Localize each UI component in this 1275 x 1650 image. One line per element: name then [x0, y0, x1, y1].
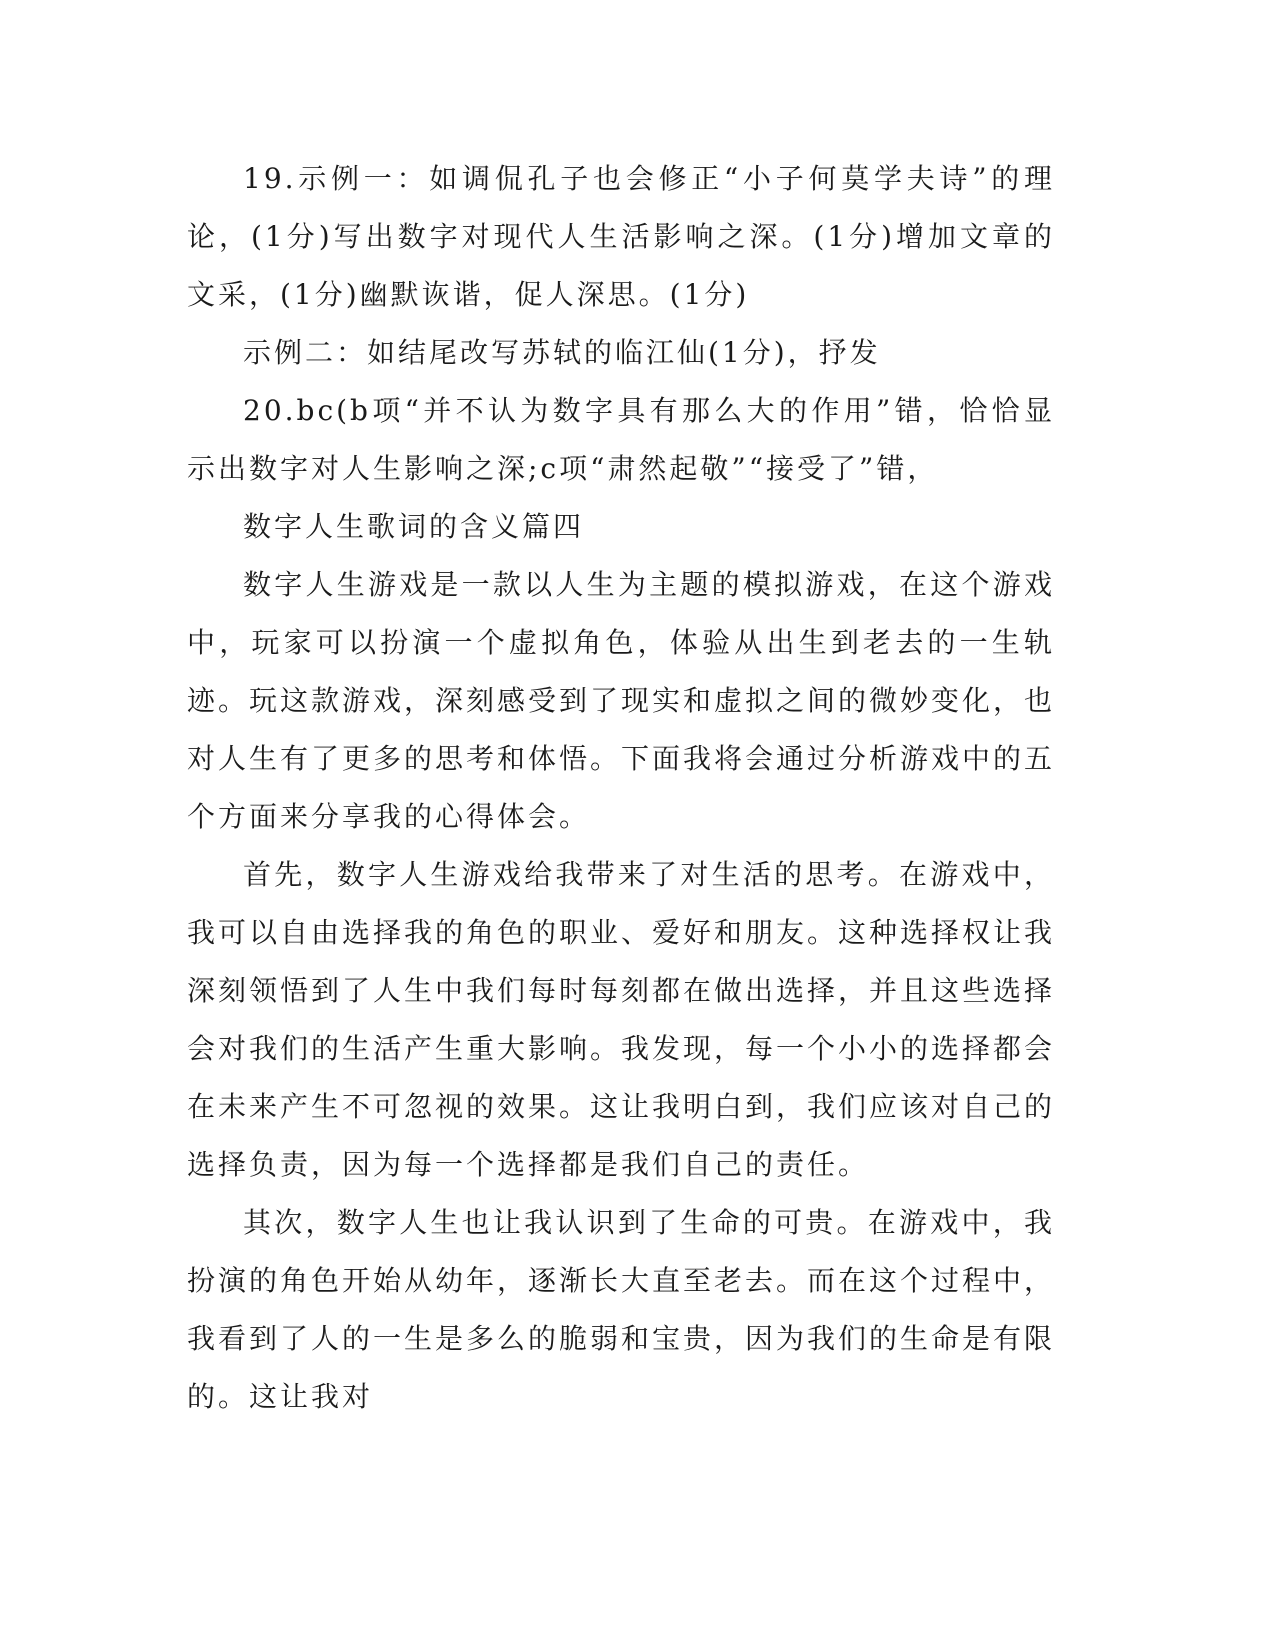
intro-paragraph: 数字人生游戏是一款以人生为主题的模拟游戏，在这个游戏中，玩家可以扮演一个虚拟角色，体验从出生到老去的一生轨迹。玩这款游戏，深刻感受到了现实和虚拟之间的微妙变化，也对人生有了更多的思考和体悟。下面我将会通过分析游戏中的五个方面来分享我的心得体会。: [187, 568, 1056, 833]
document-body: [187, 150, 1055, 1426]
answer-20-paragraph: 20.bc(b项“并不认为数字具有那么大的作用”错，恰恰显示出数字对人生影响之深;c项“肃然起敬”“接受了”错，: [187, 394, 1055, 485]
section-heading: 数字人生歌词的含义篇四: [243, 510, 585, 543]
answer-19-paragraph: 19.示例一：如调侃孔子也会修正“小子何莫学夫诗”的理论，(1分)写出数字对现代人生活影响之深。(1分)增加文章的文采，(1分)幽默诙谐，促人深思。(1分): [187, 162, 1055, 311]
second-point-paragraph: 其次，数字人生也让我认识到了生命的可贵。在游戏中，我扮演的角色开始从幼年，逐渐长大直至老去。而在这个过程中，我看到了人的一生是多么的脆弱和宝贵，因为我们的生命是有限的。这让我对: [187, 1206, 1056, 1413]
first-point-paragraph: 首先，数字人生游戏给我带来了对生活的思考。在游戏中，我可以自由选择我的角色的职业、爱好和朋友。这种选择权让我深刻领悟到了人生中我们每时每刻都在做出选择，并且这些选择会对我们的生活产生重大影响。我发现，每一个小小的选择都会在未来产生不可忽视的效果。这让我明白到，我们应该对自己的选择负责，因为每一个选择都是我们自己的责任。: [187, 858, 1056, 1181]
example-two-paragraph: 示例二：如结尾改写苏轼的临江仙(1分)，抒发: [243, 336, 881, 369]
